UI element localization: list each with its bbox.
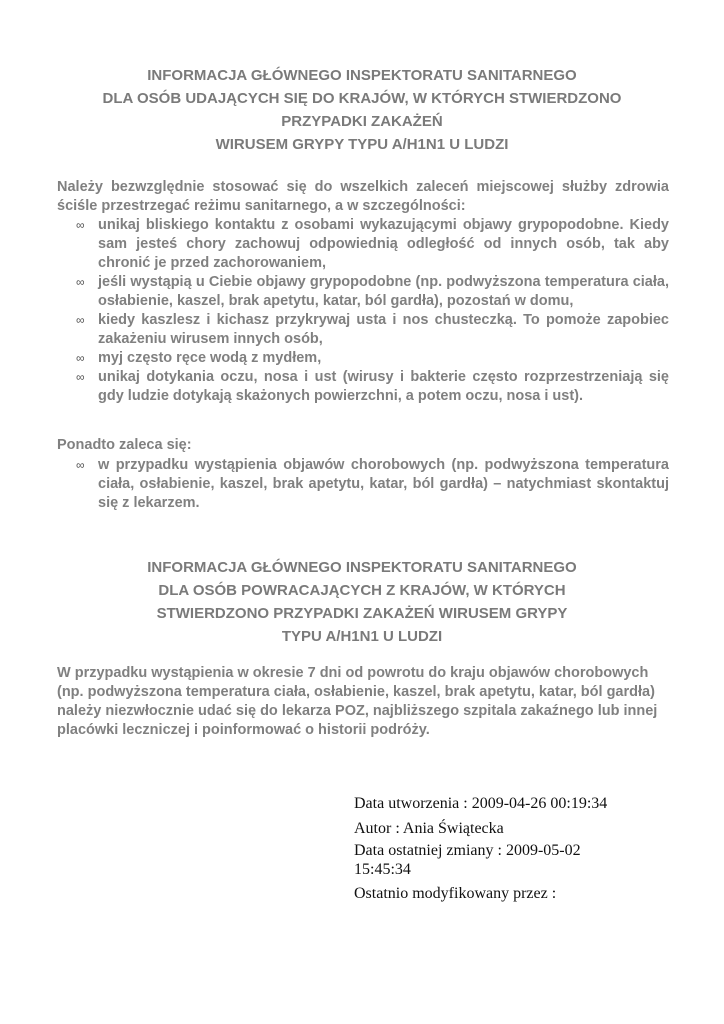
meta-author: Autor : Ania Świątecka <box>354 820 504 837</box>
infinity-bullet-icon: ∞ <box>76 275 85 289</box>
list-item <box>57 216 669 273</box>
list-item-text: w przypadku wystąpienia objawów chorobowych (np. podwyższona temperatura ciała, osłabienie, kaszel, brak apetytu, katar, ból gardła) – natychmiast skontaktuj się z lekarzem. <box>98 457 669 511</box>
list-item <box>57 273 669 311</box>
list-item-text: myj często ręce wodą z mydłem, <box>98 350 322 366</box>
section1-heading <box>40 64 684 156</box>
section2-heading-line: TYPU A/H1N1 U LUDZI <box>281 628 443 645</box>
section2-heading-line: DLA OSÓB POWRACAJĄCYCH Z KRAJÓW, W KTÓRYCH <box>158 582 566 599</box>
infinity-bullet-icon: ∞ <box>76 370 85 384</box>
list-item <box>57 456 669 513</box>
list-item-text: jeśli wystąpią u Ciebie objawy grypopodobne (np. podwyższona temperatura ciała, osłabienie, kaszel, brak apetytu, katar, ból gardła), pozostań w domu, <box>98 274 669 309</box>
meta-modified-by: Ostatnio modyfikowany przez : <box>354 885 557 902</box>
list-item-text: unikaj dotykania oczu, nosa i ust (wirusy i bakterie często rozprzestrzeniają się gdy ludzie dotykają skażonych powierzchni, a potem oczu, nosa i ust). <box>98 369 669 404</box>
list-item-text: unikaj bliskiego kontaktu z osobami wykazującymi objawy grypopodobne. Kiedy sam jesteś chory zachowuj odpowiednią odległość od innych osób, tak aby chronić je przed zachorowaniem, <box>98 217 669 271</box>
section1-recommendations-list <box>57 216 669 406</box>
list-item <box>57 311 669 349</box>
section2-heading-line: INFORMACJA GŁÓWNEGO INSPEKTORATU SANITARNEGO <box>147 559 577 576</box>
infinity-bullet-icon: ∞ <box>76 458 85 472</box>
section2-heading <box>40 556 684 648</box>
section1-additional-intro: Ponadto zaleca się: <box>57 437 192 453</box>
meta-created-date: Data utworzenia : 2009-04-26 00:19:34 <box>354 795 608 812</box>
section1-additional-list <box>57 456 669 513</box>
infinity-bullet-icon: ∞ <box>76 218 85 232</box>
section1-heading-line: PRZYPADKI ZAKAŻEŃ <box>281 113 443 130</box>
infinity-bullet-icon: ∞ <box>76 313 85 327</box>
section2-body: W przypadku wystąpienia w okresie 7 dni od powrotu do kraju objawów chorobowych (np. podwyższona temperatura ciała, osłabienie, kaszel, brak apetytu, katar, ból gardła) należy niezwłocznie udać się do lekarza POZ, najbliższego szpitala zakaźnego lub innej placówki leczniczej i poinformować o historii podróży. <box>57 665 658 738</box>
section1-heading-line: INFORMACJA GŁÓWNEGO INSPEKTORATU SANITARNEGO <box>147 67 577 84</box>
section1-intro: Należy bezwzględnie stosować się do wszelkich zaleceń miejscowej służby zdrowia ściśle przestrzegać reżimu sanitarnego, a w szczególności: <box>57 179 669 214</box>
meta-modified-date: Data ostatniej zmiany : 2009-05-02 15:45:34 <box>354 842 581 878</box>
section1-heading-line: DLA OSÓB UDAJĄCYCH SIĘ DO KRAJÓW, W KTÓRYCH STWIERDZONO <box>102 90 622 107</box>
section2-heading-line: STWIERDZONO PRZYPADKI ZAKAŻEŃ WIRUSEM GRYPY <box>156 605 568 622</box>
infinity-bullet-icon: ∞ <box>76 351 85 365</box>
list-item-text: kiedy kaszlesz i kichasz przykrywaj usta i nos chusteczką. To pomoże zapobiec zakażeniu wirusem innych osób, <box>98 312 669 347</box>
list-item <box>57 349 669 368</box>
section1-heading-line: WIRUSEM GRYPY TYPU A/H1N1 U LUDZI <box>215 136 509 153</box>
list-item <box>57 368 669 406</box>
